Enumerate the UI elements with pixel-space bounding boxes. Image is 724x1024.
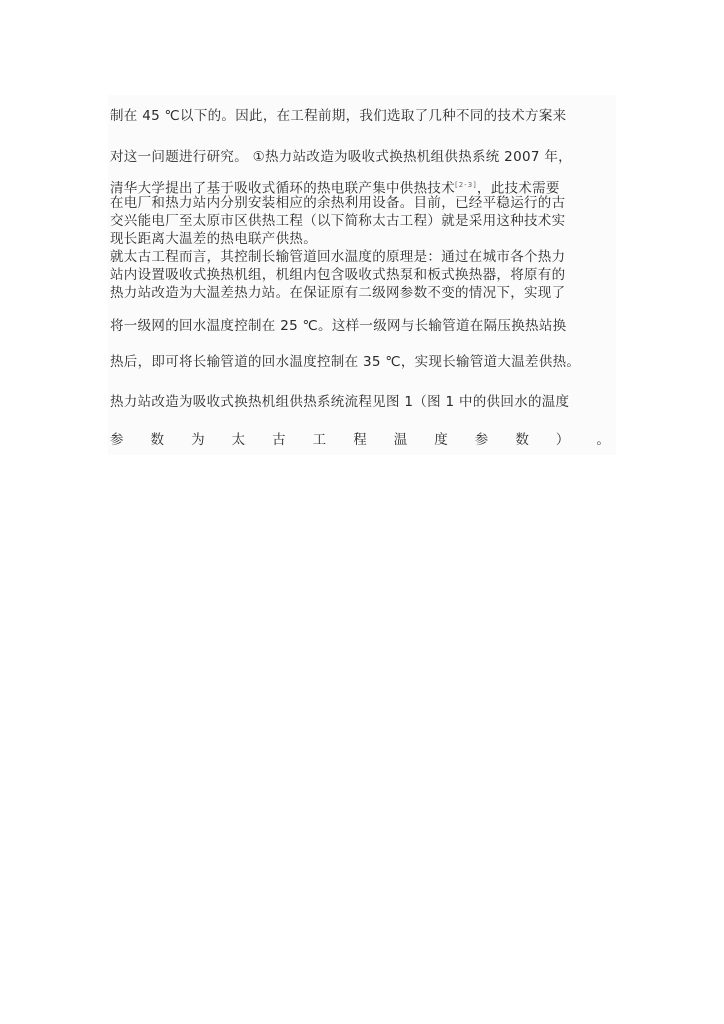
line-text: 清华大学提出了基于吸收式循环的热电联产集中供热技术 bbox=[110, 180, 455, 197]
paragraph-line: 对这一问题进行研究。 ①热力站改造为吸收式换热机组供热系统 2007 年， bbox=[110, 149, 572, 165]
char: ） bbox=[555, 432, 570, 448]
citation-superscript: [2-3] bbox=[455, 181, 477, 189]
paragraph-line: 就太古工程而言，其控制长输管道回水温度的原理是：通过在城市各个热力 bbox=[110, 249, 566, 265]
paragraph-line: 在电厂和热力站内分别安装相应的余热利用设备。目前，已经平稳运行的古 bbox=[110, 195, 566, 211]
paragraph-line: 热力站改造为吸收式换热机组供热系统流程见图 1（图 1 中的供回水的温度 bbox=[110, 394, 570, 410]
char: 度 bbox=[434, 432, 448, 448]
char: 数 bbox=[515, 432, 529, 448]
line-text: ，此技术需要 bbox=[476, 180, 560, 197]
paragraph-line: 站内设置吸收式换热机组，机组内包含吸收式热泵和板式换热器，将原有的 bbox=[110, 267, 566, 283]
char: 参 bbox=[110, 432, 124, 448]
paragraph-line: 热后，即可将长输管道的回水温度控制在 35 ℃，实现长输管道大温差供热。 bbox=[110, 354, 581, 370]
paragraph-line: 制在 45 ℃以下的。因此，在工程前期，我们选取了几种不同的技术方案来 bbox=[110, 108, 567, 124]
char: 工 bbox=[312, 432, 327, 448]
char: 为 bbox=[191, 432, 205, 448]
char: 程 bbox=[353, 432, 367, 448]
char: 数 bbox=[150, 432, 165, 448]
justified-last-line bbox=[110, 431, 610, 449]
paragraph-line: 将一级网的回水温度控制在 25 ℃。这样一级网与长输管道在隔压换热站换 bbox=[110, 318, 567, 334]
char: 。 bbox=[596, 432, 610, 448]
char: 参 bbox=[474, 432, 489, 448]
char: 温 bbox=[393, 432, 408, 448]
paragraph-line: 交兴能电厂至太原市区供热工程（以下简称太古工程）就是采用这种技术实 bbox=[110, 213, 566, 229]
paragraph-line: 现长距离大温差的热电联产供热。 bbox=[110, 231, 317, 247]
char: 太 bbox=[231, 432, 246, 448]
char: 古 bbox=[272, 432, 286, 448]
paragraph-line: 热力站改造为大温差热力站。在保证原有二级网参数不变的情况下，实现了 bbox=[110, 285, 566, 301]
